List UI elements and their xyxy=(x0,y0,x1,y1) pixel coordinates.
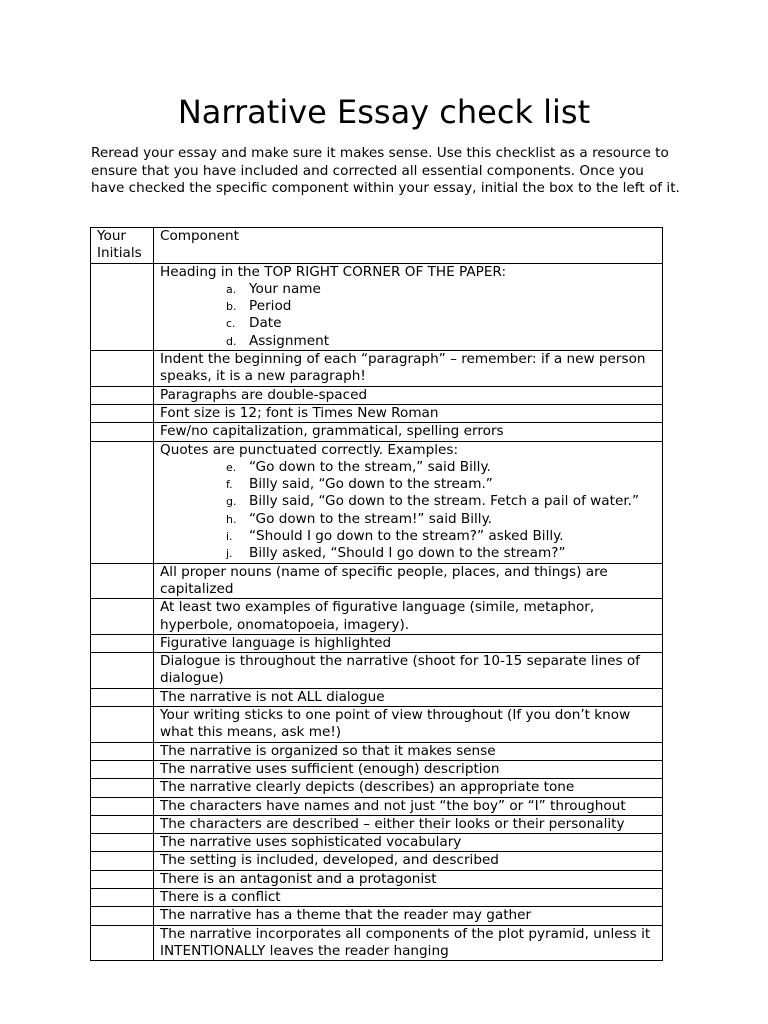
list-item-text: “Should I go down to the stream?” asked Billy. xyxy=(249,528,564,545)
list-item-text: Billy said, “Go down to the stream. Fetch a pail of water.” xyxy=(249,493,640,510)
component-text: The narrative is not ALL dialogue xyxy=(160,688,385,705)
component-cell xyxy=(154,815,663,833)
table-row xyxy=(91,404,663,422)
list-item xyxy=(160,528,656,545)
table-row xyxy=(91,441,663,563)
component-cell xyxy=(154,742,663,760)
component-text: All proper nouns (name of specific people, places, and things) are capitalized xyxy=(160,563,608,597)
initials-box[interactable] xyxy=(91,263,154,350)
table-row xyxy=(91,563,663,599)
checklist-table xyxy=(90,227,663,961)
component-text: Font size is 12; font is Times New Roman xyxy=(160,404,439,421)
sub-list xyxy=(160,459,656,563)
component-cell xyxy=(154,423,663,441)
component-text: There is an antagonist and a protagonist xyxy=(160,870,437,887)
initials-box[interactable] xyxy=(91,634,154,652)
list-item-text: Your name xyxy=(249,280,321,297)
initials-box[interactable] xyxy=(91,852,154,870)
initials-box[interactable] xyxy=(91,423,154,441)
component-cell xyxy=(154,852,663,870)
list-item xyxy=(160,545,656,562)
table-row xyxy=(91,351,663,387)
initials-box[interactable] xyxy=(91,760,154,778)
list-item xyxy=(160,511,656,528)
component-text: Figurative language is highlighted xyxy=(160,634,392,651)
table-row xyxy=(91,263,663,350)
component-cell xyxy=(154,688,663,706)
list-item-text: “Go down to the stream!” said Billy. xyxy=(249,510,493,527)
table-row xyxy=(91,386,663,404)
component-text: Indent the beginning of each “paragraph” – remember: if a new person speaks, it is a new paragraph! xyxy=(160,351,646,385)
initials-box[interactable] xyxy=(91,797,154,815)
component-cell xyxy=(154,441,663,563)
list-item xyxy=(160,459,656,476)
component-cell xyxy=(154,599,663,635)
sub-list xyxy=(160,281,656,350)
component-text: The narrative incorporates all components of the plot pyramid, unless it INTENTIONALLY leaves the reader hanging xyxy=(160,925,651,959)
table-row xyxy=(91,797,663,815)
table-row xyxy=(91,925,663,961)
list-marker: i. xyxy=(226,530,233,544)
list-item-text: Billy asked, “Should I go down to the stream?” xyxy=(249,545,566,562)
initials-box[interactable] xyxy=(91,834,154,852)
component-text: At least two examples of figurative language (simile, metaphor, hyperbole, onomatopoeia, imagery). xyxy=(160,599,595,633)
component-cell xyxy=(154,707,663,743)
initials-box[interactable] xyxy=(91,351,154,387)
initials-box[interactable] xyxy=(91,815,154,833)
list-item-text: “Go down to the stream,” said Billy. xyxy=(249,458,491,475)
table-row xyxy=(91,907,663,925)
component-cell xyxy=(154,907,663,925)
component-text: The narrative uses sufficient (enough) description xyxy=(160,760,500,777)
component-cell xyxy=(154,404,663,422)
table-row xyxy=(91,423,663,441)
table-row xyxy=(91,815,663,833)
list-item xyxy=(160,493,656,510)
list-item-text: Date xyxy=(249,315,282,332)
table-row xyxy=(91,707,663,743)
list-item xyxy=(160,281,656,298)
list-item xyxy=(160,333,656,350)
list-item xyxy=(160,315,656,332)
table-row xyxy=(91,852,663,870)
list-marker: e. xyxy=(226,460,237,474)
initials-box[interactable] xyxy=(91,907,154,925)
component-cell xyxy=(154,351,663,387)
initials-box[interactable] xyxy=(91,688,154,706)
component-text: The narrative is organized so that it makes sense xyxy=(160,742,496,759)
page-title: Narrative Essay check list xyxy=(177,93,591,131)
list-item-text: Period xyxy=(249,298,292,315)
initials-column-header: Your Initials xyxy=(91,228,154,264)
component-cell xyxy=(154,834,663,852)
table-row xyxy=(91,870,663,888)
component-cell xyxy=(154,760,663,778)
initials-box[interactable] xyxy=(91,599,154,635)
component-text: The narrative uses sophisticated vocabulary xyxy=(160,834,462,851)
initials-box[interactable] xyxy=(91,404,154,422)
component-text: Heading in the TOP RIGHT CORNER OF THE PAPER: xyxy=(160,263,507,280)
initials-box[interactable] xyxy=(91,653,154,689)
list-item xyxy=(160,298,656,315)
component-cell xyxy=(154,634,663,652)
initials-box[interactable] xyxy=(91,742,154,760)
component-cell xyxy=(154,653,663,689)
list-marker: g. xyxy=(226,495,237,509)
list-marker: a. xyxy=(226,282,237,296)
intro-paragraph: Reread your essay and make sure it makes sense. Use this checklist as a resource to ensure that you have included and corrected all essential components. Once you have checked the specific component within your essay, initial the box to the left of it. xyxy=(91,145,680,196)
component-text: There is a conflict xyxy=(160,888,281,905)
table-header-row xyxy=(91,228,663,264)
component-cell xyxy=(154,386,663,404)
table-row xyxy=(91,888,663,906)
list-marker: b. xyxy=(226,300,237,314)
component-cell xyxy=(154,779,663,797)
component-cell xyxy=(154,797,663,815)
component-text: The narrative clearly depicts (describes) an appropriate tone xyxy=(160,779,575,796)
component-text: Dialogue is throughout the narrative (shoot for 10-15 separate lines of dialogue) xyxy=(160,653,640,687)
component-column-header: Component xyxy=(154,228,663,264)
component-text: The characters are described – either their looks or their personality xyxy=(160,815,625,832)
list-marker: h. xyxy=(226,512,237,526)
table-row xyxy=(91,634,663,652)
initials-box[interactable] xyxy=(91,441,154,563)
component-cell xyxy=(154,870,663,888)
table-row xyxy=(91,779,663,797)
component-text: Quotes are punctuated correctly. Examples: xyxy=(160,441,459,458)
initials-box[interactable] xyxy=(91,888,154,906)
initials-box[interactable] xyxy=(91,563,154,599)
table-row xyxy=(91,742,663,760)
initials-box[interactable] xyxy=(91,870,154,888)
initials-box[interactable] xyxy=(91,779,154,797)
initials-box[interactable] xyxy=(91,386,154,404)
component-cell xyxy=(154,925,663,961)
component-text: The setting is included, developed, and described xyxy=(160,852,499,869)
list-item-text: Assignment xyxy=(249,332,330,349)
list-marker: d. xyxy=(226,334,237,348)
table-row xyxy=(91,599,663,635)
table-row xyxy=(91,760,663,778)
initials-box[interactable] xyxy=(91,925,154,961)
list-marker: f. xyxy=(226,478,233,492)
component-text: Few/no capitalization, grammatical, spelling errors xyxy=(160,423,504,440)
list-marker: j. xyxy=(226,547,233,561)
component-text: The narrative has a theme that the reader may gather xyxy=(160,907,532,924)
checklist-body xyxy=(91,263,663,961)
table-row xyxy=(91,834,663,852)
table-row xyxy=(91,653,663,689)
list-marker: c. xyxy=(226,317,236,331)
component-text: The characters have names and not just “the boy” or “I” throughout xyxy=(160,797,626,814)
list-item-text: Billy said, “Go down to the stream.” xyxy=(249,476,493,493)
component-cell xyxy=(154,263,663,350)
component-text: Paragraphs are double-spaced xyxy=(160,386,368,403)
initials-box[interactable] xyxy=(91,707,154,743)
component-text: Your writing sticks to one point of view throughout (If you don’t know what this means, ask me!) xyxy=(160,707,631,741)
component-cell xyxy=(154,888,663,906)
list-item xyxy=(160,476,656,493)
component-cell xyxy=(154,563,663,599)
table-row xyxy=(91,688,663,706)
